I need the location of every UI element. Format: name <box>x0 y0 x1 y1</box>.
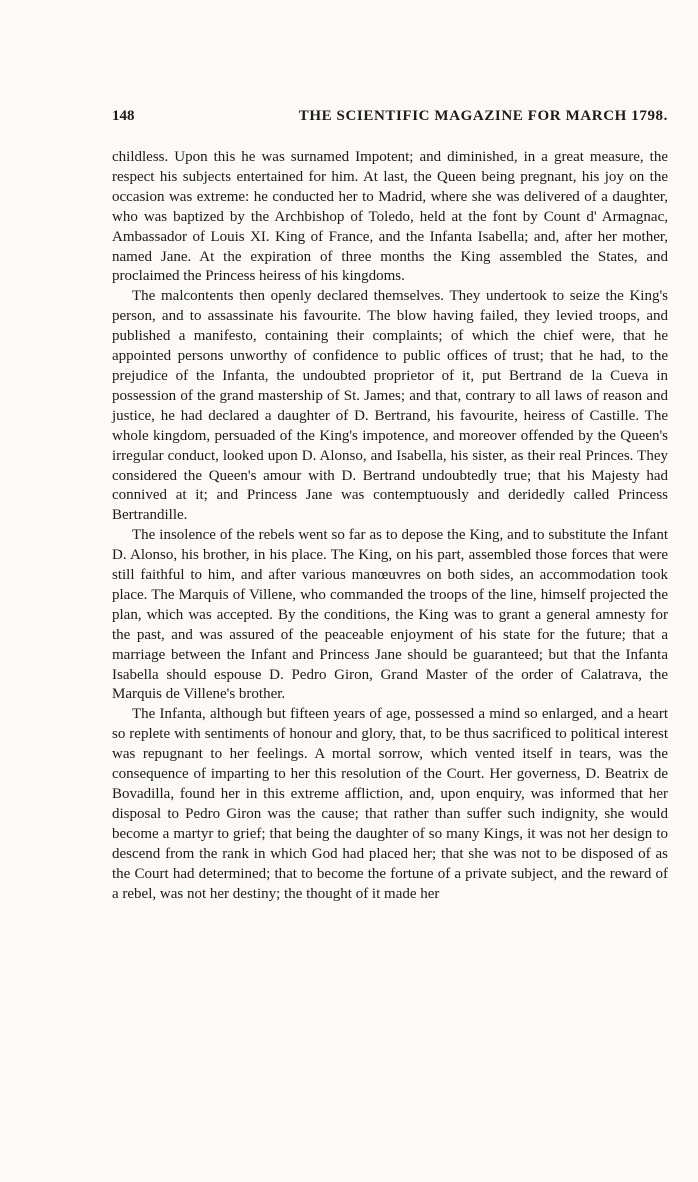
running-title: THE SCIENTIFIC MAGAZINE FOR MARCH 1798. <box>298 108 668 124</box>
page-header <box>112 108 668 132</box>
page-number: 148 <box>112 108 135 124</box>
paragraph: The Infanta, although but fifteen years of age, possessed a mind so enlarged, and a heart so replete with sentiments of honour and glory, that, to be thus sacrificed to political interest was repugnant to her feelings. A mortal sorrow, which vented itself in tears, was the consequence of imparting to her this resolution of the Court. Her governess, D. Beatrix de Bovadilla, found her in this extreme affliction, and, upon enquiry, was informed that her disposal to Pedro Giron was the cause; that rather than suffer such indignity, she would become a martyr to grief; that being the daughter of so many Kings, it was not her design to descend from the rank in which God had placed her; that she was not to be disposed of as the Court had determined; that to become the fortune of a private subject, and the reward of a rebel, was not her destiny; the thought of it made her <box>112 706 668 902</box>
paragraph: The malcontents then openly declared themselves. They undertook to seize the King's person, and to assassinate his favourite. The blow having failed, they levied troops, and published a manifesto, containing their complaints; of which the chief were, that he appointed persons unworthy of confidence to public offices of trust; that he had, to the prejudice of the Infanta, the undoubted proprietor of it, put Bertrand de la Cueva in possession of the grand mastership of St. James; and that, contrary to all laws of reason and justice, he had declared a daughter of D. Bertrand, his favourite, heiress of Castille. The whole kingdom, persuaded of the King's impotence, and moreover offended by the Queen's irregular conduct, looked upon D. Alonso, and Isabella, his sister, as their real Princes. They considered the Queen's amour with D. Bertrand undoubtedly true; that his Majesty had connived at it; and Princess Jane was contemptuously and deridedly called Princess Bertrandille. <box>112 288 668 524</box>
body-text <box>112 148 668 904</box>
paragraph: childless. Upon this he was surnamed Impotent; and diminished, in a great measure, the respect his subjects entertained for him. At last, the Queen being pregnant, his joy on the occasion was extreme: he conducted her to Madrid, where she was delivered of a daughter, who was baptized by the Archbishop of Toledo, held at the font by Count d' Armagnac, Ambassador of Louis XI. King of France, and the Infanta Isabella; and, after her mother, named Jane. At the expiration of three months the King assembled the States, and proclaimed the Princess heiress of his kingdoms. <box>112 149 668 285</box>
paragraph: The insolence of the rebels went so far as to depose the King, and to substitute the Infant D. Alonso, his brother, in his place. The King, on his part, assembled those forces that were still faithful to him, and after various manœuvres on both sides, an accommodation took place. The Marquis of Villene, who commanded the troops of the line, himself projected the plan, which was accepted. By the conditions, the King was to grant a general amnesty for the past, and was assured of the peaceable enjoyment of his state for the future; that a marriage between the Infant and Princess Jane should be guaranteed; but that the Infanta Isabella should espouse D. Pedro Giron, Grand Master of the order of Calatrava, the Marquis de Villene's brother. <box>112 527 668 703</box>
